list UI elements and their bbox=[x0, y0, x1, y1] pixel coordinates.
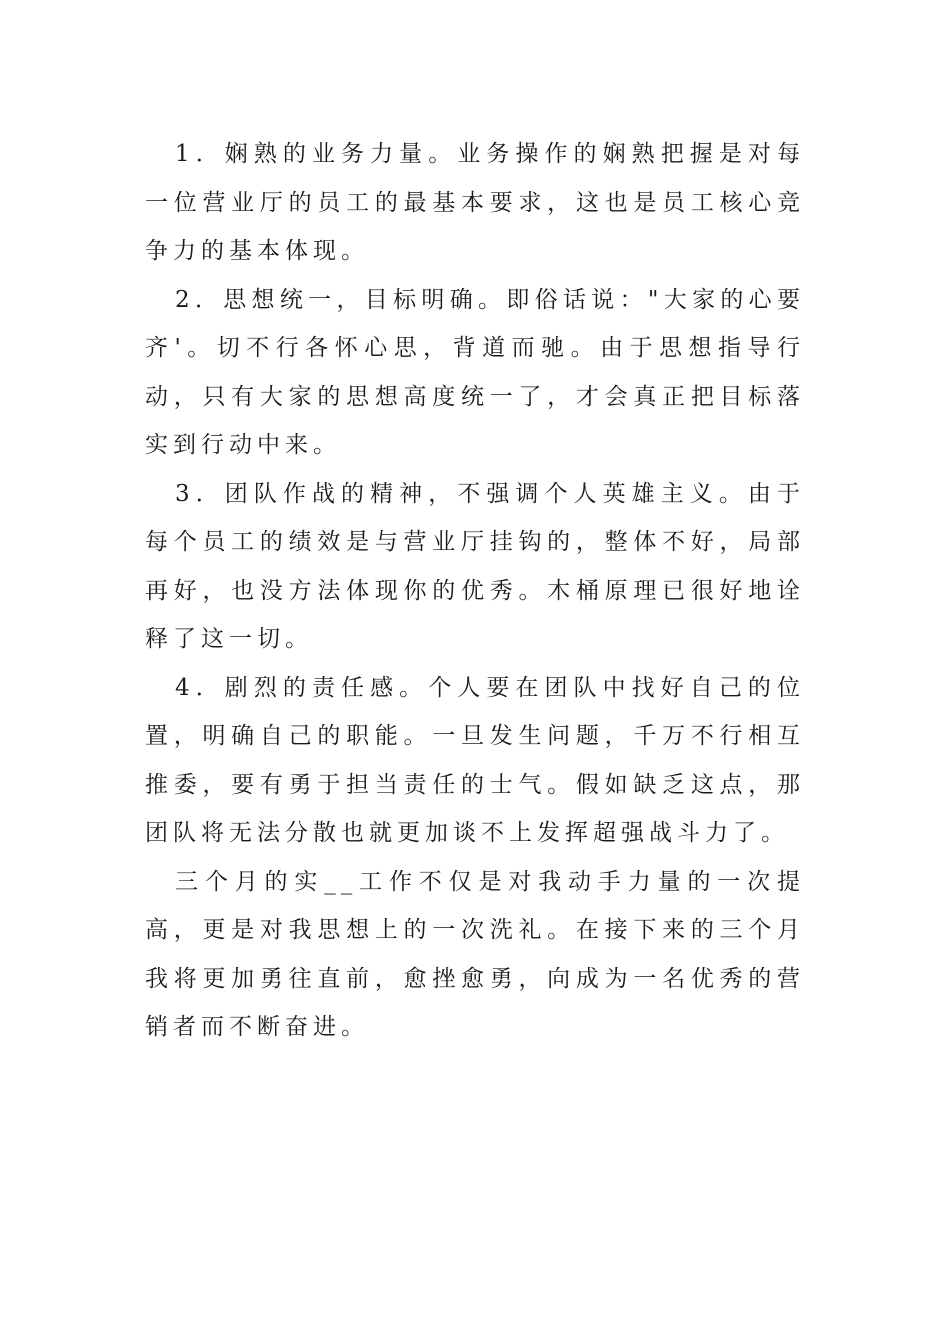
paragraph-3: 3．团队作战的精神，不强调个人英雄主义。由于每个员工的绩效是与营业厅挂钩的，整体不好，局部再好，也没方法体现你的优秀。木桶原理已很好地诠释了这一切。 bbox=[145, 480, 805, 652]
paragraph-5: 三个月的实__工作不仅是对我动手力量的一次提高，更是对我思想上的一次洗礼。在接下来的三个月我将更加勇往直前，愈挫愈勇，向成为一名优秀的营销者而不断奋进。 bbox=[145, 868, 805, 1040]
document-body bbox=[145, 130, 805, 1052]
paragraph-2: 2．思想统一，目标明确。即俗话说："大家的心要齐'。切不行各怀心思，背道而驰。由于思想指导行动，只有大家的思想高度统一了，才会真正把目标落实到行动中来。 bbox=[145, 286, 805, 458]
paragraph-1: 1．娴熟的业务力量。业务操作的娴熟把握是对每一位营业厅的员工的最基本要求，这也是员工核心竞争力的基本体现。 bbox=[145, 141, 805, 264]
paragraph-4: 4．剧烈的责任感。个人要在团队中找好自己的位置，明确自己的职能。一旦发生问题，千万不行相互推委，要有勇于担当责任的士气。假如缺乏这点，那团队将无法分散也就更加谈不上发挥超强战斗力了。 bbox=[145, 674, 805, 846]
